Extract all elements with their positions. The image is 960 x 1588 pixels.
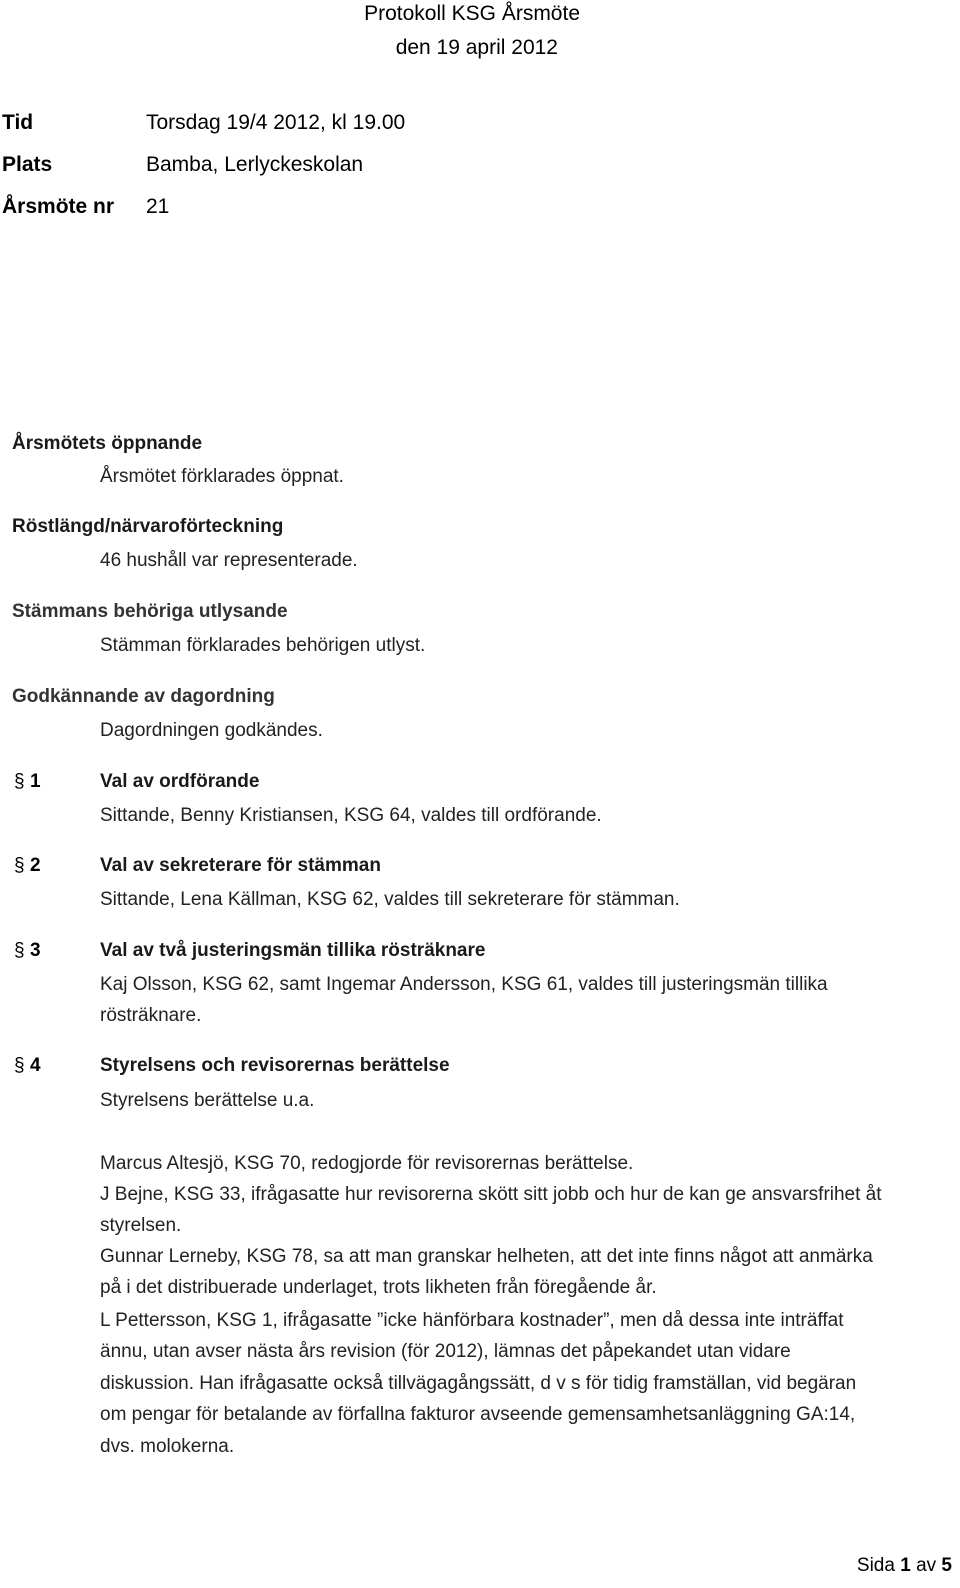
section-1-mark: §	[14, 771, 25, 792]
agenda-text: Dagordningen godkändes.	[100, 720, 323, 741]
section-4-line: Gunnar Lerneby, KSG 78, sa att man granskar helheten, att det inte finns något att anmärka	[100, 1246, 873, 1267]
document-date: den 19 april 2012	[395, 36, 558, 59]
section-4-line: J Bejne, KSG 33, ifrågasatte hur revisorerna skött sitt jobb och hur de kan ge ansvarsfrihet åt	[100, 1184, 882, 1205]
section-2-number: 2	[30, 855, 41, 876]
roll-title: Röstlängd/närvaroförteckning	[12, 516, 284, 537]
section-4-line: Styrelsens berättelse u.a.	[100, 1090, 315, 1111]
place-label: Plats	[2, 153, 53, 176]
section-3-line: rösträknare.	[100, 1005, 202, 1026]
section-4-mark: §	[14, 1055, 25, 1076]
section-2-mark: §	[14, 855, 25, 876]
meeting-number-label: Årsmöte nr	[2, 195, 115, 218]
section-1-line: Sittande, Benny Kristiansen, KSG 64, valdes till ordförande.	[100, 805, 602, 826]
section-2-title: Val av sekreterare för stämman	[100, 855, 381, 876]
notice-text: Stämman förklarades behörigen utlyst.	[100, 635, 426, 656]
notice-title: Stämmans behöriga utlysande	[12, 601, 288, 622]
section-4-line: ännu, utan avser nästa års revision (för 2012), lämnas det påpekandet utan vidare	[100, 1341, 791, 1362]
section-2-line: Sittande, Lena Källman, KSG 62, valdes till sekreterare för stämman.	[100, 889, 680, 910]
section-4-line: L Pettersson, KSG 1, ifrågasatte ”icke hänförbara kostnader”, men då dessa inte inträffat	[100, 1310, 844, 1331]
page-number: Sida 1 av 5	[856, 1555, 952, 1576]
section-4-line: på i det distribuerade underlaget, trots likheten från föregående år.	[100, 1277, 657, 1298]
section-3-number: 3	[30, 940, 41, 961]
section-4-line: Marcus Altesjö, KSG 70, redogjorde för revisorernas berättelse.	[100, 1153, 634, 1174]
section-1-number: 1	[30, 771, 41, 792]
section-4-line: diskussion. Han ifrågasatte också tillvägagångssätt, d v s för tidig framställan, vid begäran	[100, 1373, 857, 1394]
time-value: Torsdag 19/4 2012, kl 19.00	[146, 111, 406, 134]
section-1-title: Val av ordförande	[100, 771, 260, 792]
section-4-line: om pengar för betalande av förfallna fakturor avseende gemensamhetsanläggning GA:14,	[100, 1404, 856, 1425]
roll-text: 46 hushåll var representerade.	[100, 550, 358, 571]
section-3-title: Val av två justeringsmän tillika rösträknare	[100, 940, 486, 961]
section-4-number: 4	[30, 1055, 41, 1076]
opening-title: Årsmötets öppnande	[12, 433, 203, 454]
place-value: Bamba, Lerlyckeskolan	[146, 153, 364, 176]
section-3-mark: §	[14, 940, 25, 961]
agenda-title: Godkännande av dagordning	[12, 686, 275, 707]
time-label: Tid	[2, 111, 34, 134]
section-4-title: Styrelsens och revisorernas berättelse	[100, 1055, 450, 1076]
meeting-number-value: 21	[146, 195, 170, 218]
opening-text: Årsmötet förklarades öppnat.	[100, 466, 344, 487]
document-title: Protokoll KSG Årsmöte	[364, 2, 580, 25]
section-4-line: dvs. molokerna.	[100, 1436, 235, 1457]
section-3-line: Kaj Olsson, KSG 62, samt Ingemar Andersson, KSG 61, valdes till justeringsmän tillika	[100, 974, 828, 995]
section-4-line: styrelsen.	[100, 1215, 182, 1236]
